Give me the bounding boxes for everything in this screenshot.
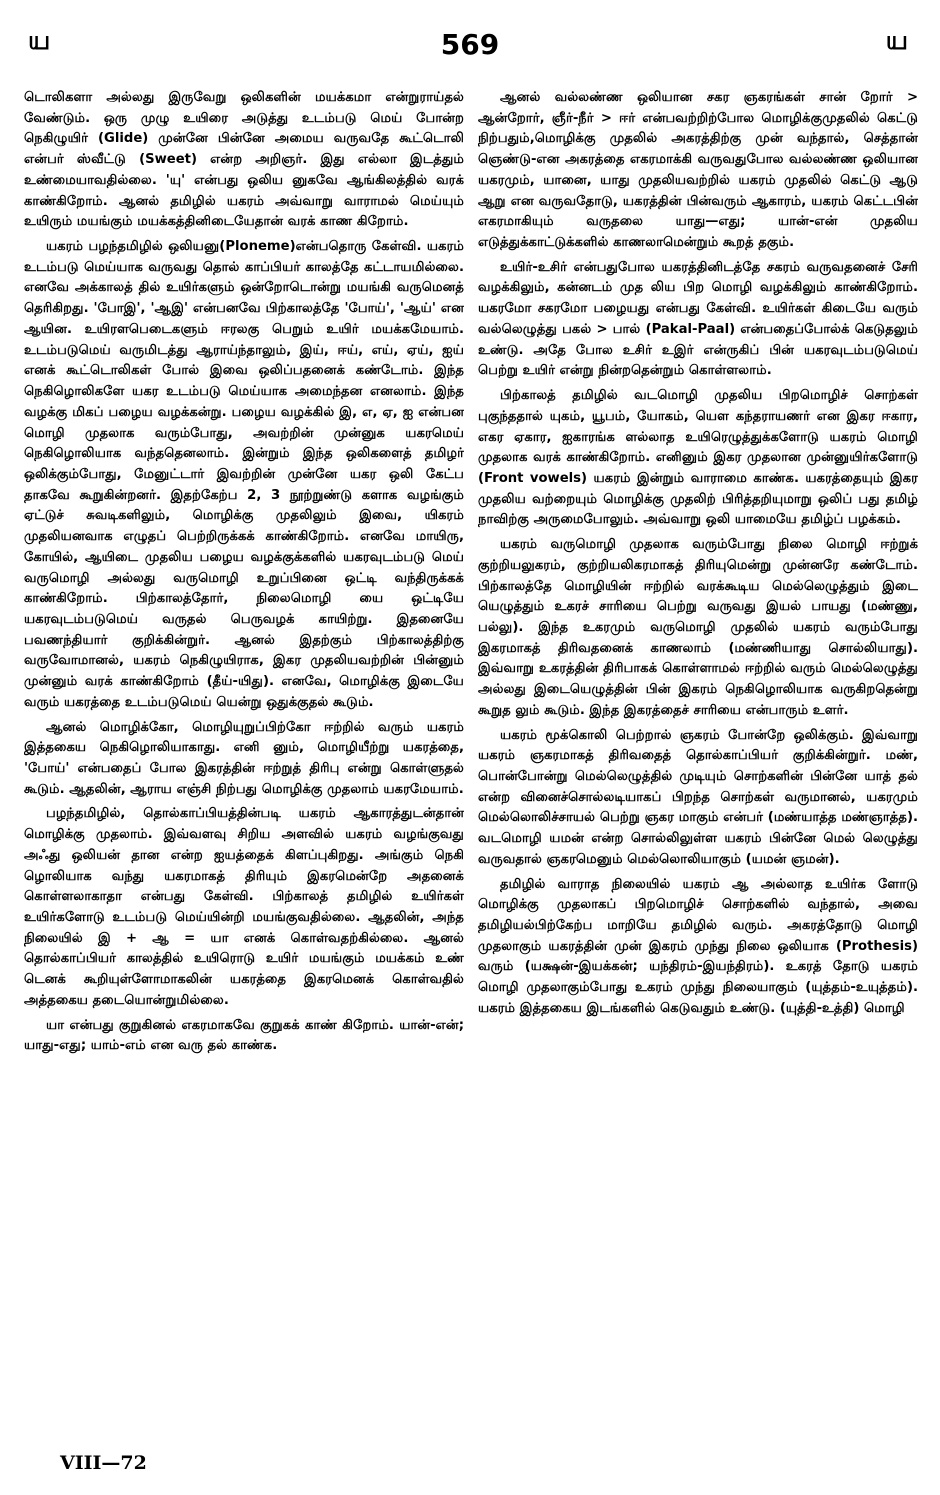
left-paragraph: டொலிகளா அல்லது இருவேறு ஒலிகளின் மயக்கமா என்றுராய்தல் வேண்டும். ஒரு முழு உயிரை அடுத்து உடம்படு மெய் போன்ற நெகிழுயிர் (Glide) முன்னே பின்னே அமைய வருவதே கூட்டொலி என்பர் ஸ்வீட்டு (Sweet) என்ற அறிஞர். இது எல்லா இடத்தும் உண்மையாவதில்லை. 'யு' என்பது ஒலிய னுகவே ஆங்கிலத்தில் வரக் காண்கிறோம். ஆனல் தமிழில் யகரம் அவ்வாறு வாராமல் மெய்யும் உயிரும் மயங்கும் மயக்கத்தினிடையேதான் வரக் காண கிறோம். [24, 90, 464, 230]
right-paragraph: உயிர்-உசிர் என்பதுபோல யகரத்தினிடத்தே சகரம் வருவதனைச் சேரி வழக்கிலும், கன்னடம் முத லிய பிற மொழி வழக்கிலும் காண்கிறோம். யகரமோ சகரமோ பழையது என்பது கேள்வி. உயிர்கள் கிடையே வரும் வல்லெழுத்து பகல் > பால் (Pakal-Paal) என்பதைப்போல்க் கெடுதலும் உண்டு. அதே போல உசிர் உஇர் என்ருகிப் பின் யகரவுடம்படுமெய் பெற்று உயிர் என்று நின்றதென்றும் கொள்ளலாம். [478, 259, 918, 379]
left-column [24, 88, 464, 1458]
right-paragraph: தமிழில் வாராத நிலையில் யகரம் ஆ அல்லாத உயிர்க ளோடு மொழிக்கு முதலாகப் பிறமொழிச் சொற்களில் வந்தால், அவை தமிழியல்பிற்கேற்ப மாறியே தமிழில் வரும். அகரத்தோடு மொழி முதலாகும் யகரத்தின் முன் இகரம் முந்து நிலை ஒலியாக (Prothesis) வரும் (யக்ஷன்-இயக்கன்; யந்திரம்-இயந்திரம்). உகரத் தோடு யகரம் மொழி முதலாகும்போது உகரம் முந்து நிலையாகும் (யுத்தம்-உயுத்தம்). யகரம் இத்தகைய இடங்களில் கெடுவதும் உண்டு. (யுத்தி-உத்தி) மொழி [478, 876, 918, 1016]
right-paragraph: யகரம் வருமொழி முதலாக வரும்போது நிலை மொழி ஈற்றுக் குற்றியலுகரம், குற்றியலிகரமாகத் திரியுமென்று முன்னரே கண்டோம். பிற்காலத்தே மொழியின் ஈற்றில் வரக்கூடிய மெல்லெழுத்தும் இடை யெழுத்தும் உகரச் சாரியை பெற்று வருவது இயல் பாயது (மண்ணு, பல்லு). இந்த உகரமும் வருமொழி முதலில் யகரம் வரும்போது இகரமாகத் திரிவதனைக் காணலாம் (மண்ணியாது சொல்லியாது). இவ்வாறு உகரத்தின் திரிபாகக் கொள்ளாமல் ஈற்றில் வரும் மெல்லெழுத்து அல்லது இடையெழுத்தின் பின் இகரம் நெகிழொலியாக வருகிறதென்று கூறுத லும் கூடும். இந்த இகரத்தைச் சாரியை என்பாரும் உளர். [478, 537, 918, 718]
page-number: 569 [440, 28, 500, 61]
right-paragraph: பிற்காலத் தமிழில் வடமொழி முதலிய பிறமொழிச் சொற்கள் புகுந்ததால் யுகம், யூபம், யோகம், யௌ கந்தராயணர் என இகர ஈகார, எகர ஏகார, ஐகாரங்க ளல்லாத உயிரெழுத்துக்களோடு யகரம் மொழி முதலாக வரக் காண்கிறோம். எனினும் இகர முதலான முன்னுயிர்களோடு (Front vowels) யகரம் இன்றும் வாராமை காண்க. யகரத்தையும் இகர முதலிய வற்றையும் மொழிக்கு முதலிற் பிரித்தறியுமாறு ஒலிப் பது தமிழ் நாவிற்கு அருமைபோலும். அவ்வாறு ஒலி யாமையே தமிழ்ப் பழக்கம். [478, 388, 918, 528]
left-paragraph: யகரம் பழந்தமிழில் ஒலியனு(Ploneme)என்பதொரு கேள்வி. யகரம் உடம்படு மெய்யாக வருவது தொல் காப்பியர் காலத்தே கட்டாயமில்லை. எனவே அக்காலத் தில் உயிர்களும் ஒன்றோடொன்று மயங்கி வருமெனத் தெரிகிறது. 'போஇ', 'ஆஇ' என்பனவே பிற்காலத்தே 'போய்', 'ஆய்' என ஆயின. உயிரளபெடைகளும் ஈரலகு பெறும் உயிர் மயக்கமேயாம். உடம்படுமெய் வருமிடத்து ஆராய்ந்தாலும், இய், ஈய், எய், ஏய், ஐய் எனக் கூட்டொலிகள் போல் இவை ஒலிப்பதனைக் கண்டோம். இந்த நெகிழொலிகளே யகர உடம்படு மெய்யாக அமைந்தன எனலாம். இந்த வழக்கு மிகப் பழைய வழக்கன்று. பழைய வழக்கில் இ, எ, ஏ, ஐ என்பன மொழி முதலாக வரும்போது, அவற்றின் முன்னுக யகரமெய் நெகிழொலியாக வந்ததெனலாம். இன்றும் இந்த ஒலிகளைத் தமிழர் ஒலிக்கும்போது, மேனுட்டார் இவற்றின் முன்னே யகர ஒலி கேட்ப தாகவே கூறுகின்றனர். இதற்கேற்ப 2, 3 நூற்றுண்டு களாக வழங்கும் ஏட்டுச் சுவடிகளிலும், மொழிக்கு முதலிலும் இவை, யிகரம் முதலியனவாக எழுதப் பெற்றிருக்கக் காண்கிறோம். எனவே மாயிரு, கோயில், ஆயிடை முதலிய பழைய வழக்குக்களில் யகரவுடம்படு மெய் வருமொழி அல்லது வருமொழி உறுப்பினை ஒட்டி வந்திருக்கக் காண்கிறோம். பிற்காலத்தோர், நிலைமொழி யை ஒட்டியே யகரவுடம்படுமெய் வருதல் பெருவழக் காயிற்று. இதனையே பவணந்தியார் குறிக்கின்றுர். ஆனல் இதற்கும் பிற்காலத்திற்கு வருவோமானல், யகரம் நெகிழுயிராக, இகர முதலியவற்றின் பின்னும் முன்னும் வரக் காண்கிறோம் (தீய்-யிது). எனவே, மொழிக்கு இடையே வரும் யகரத்தை உடம்படுமெய் யென்று ஒதுக்குதல் கூடும். [24, 239, 464, 710]
left-paragraph: ஆனல் மொழிக்கோ, மொழியுறுப்பிற்கோ ஈற்றில் வரும் யகரம் இத்தகைய நெகிழொலியாகாது. எனி னும், மொழியீற்று யகரத்தை, 'போய்' என்பதைப் போல இகரத்தின் ஈற்றுத் திரிபு என்று கொள்ளுதல் கூடும். ஆதலின், ஆராய எஞ்சி நிற்பது மொழிக்கு முதலாம் யகரமேயாம். [24, 719, 464, 797]
header-right-letter: ய [885, 26, 908, 56]
header-left-letter: ய [28, 26, 51, 56]
right-paragraph: யகரம் மூக்கொலி பெற்றால் ஞகரம் போன்றே ஒலிக்கும். இவ்வாறு யகரம் ஞகரமாகத் திரிவதைத் தொல்காப்பியர் குறிக்கின்றுர். மண், பொன்போன்று மெல்லெழுத்தில் முடியும் சொற்களின் பின்னே யாத் தல் என்ற வினைச்சொல்லடியாகப் பிறந்த சொற்கள் வருமானல், யகரமும் மெல்லொலிச்சாயல் பெற்று ஞகர மாகும் என்பர் (மண்யாத்த மண்ஞாத்த). வடமொழி யமன் என்ற சொல்லிலுள்ள யகரம் பின்னே மெல் லெழுத்து வருவதால் ஞகரமெனும் மெல்லொலியாகும் (யமன் ஞமன்). [478, 727, 918, 867]
left-paragraph: யா என்பது குறுகினல் எகரமாகவே குறுகக் காண் கிறோம். யான்-என்; யாது-எது; யாம்-எம் என வரு தல் காண்க. [24, 1017, 464, 1054]
left-paragraph: பழந்தமிழில், தொல்காப்பியத்தின்படி யகரம் ஆகாரத்துடன்தான் மொழிக்கு முதலாம். இவ்வளவு சிறிய அளவில் யகரம் வழங்குவது அஃது ஒலியன் தான என்ற ஐயத்தைக் கிளப்புகிறது. அங்கும் நெகி ழொலியாக வந்து யகரமாகத் திரியும் இகரமென்றே அதனைக் கொள்ளலாகாதா என்பது கேள்வி. பிற்காலத் தமிழில் உயிர்கள் உயிர்களோடு உடம்படு மெய்யின்றி மயங்குவதில்லை. ஆதலின், அந்த நிலையில் இ + ஆ = யா எனக் கொள்வதற்கில்லை. ஆனல் தொல்காப்பியர் காலத்தில் உயிரொடு உயிர் மயங்கும் மயக்கம் உண் டெனக் கூறியுள்ளோமாகலின் யகரத்தை இகரமெனக் கொள்வதில் அத்தகைய தடையொன்றுமில்லை. [24, 806, 464, 1008]
right-column [478, 88, 918, 1458]
right-paragraph: ஆனல் வல்லண்ண ஒலியான சகர ஞகரங்கள் சான் றோர் > ஆன்றோர், ஞீர்-நீர் > ஈர் என்பவற்றிற்போல மொழிக்குமுதலில் கெட்டு நிற்பதும்,மொழிக்கு முதலில் அகரத்திற்கு முன் வந்தால், செத்தான் ஞெண்டு-என அகரத்தை எகரமாக்கி வருவதுபோல வல்லண்ண ஒலியான யகரமும், யானை, யாது முதலியவற்றில் யகரம் முதலில் கெட்டு ஆடு ஆறு என வருவதோடு, யகரத்தின் பின்வரும் ஆகாரம், யகரம் கெட்டபின் எகரமாகியும் வருதலை யாது—எது; யான்-என் முதலிய எடுத்துக்காட்டுக்களில் காணலாமென்றும் கூறத் தகும். [478, 90, 918, 251]
volume-page-marker: VIII—72 [60, 1452, 147, 1474]
